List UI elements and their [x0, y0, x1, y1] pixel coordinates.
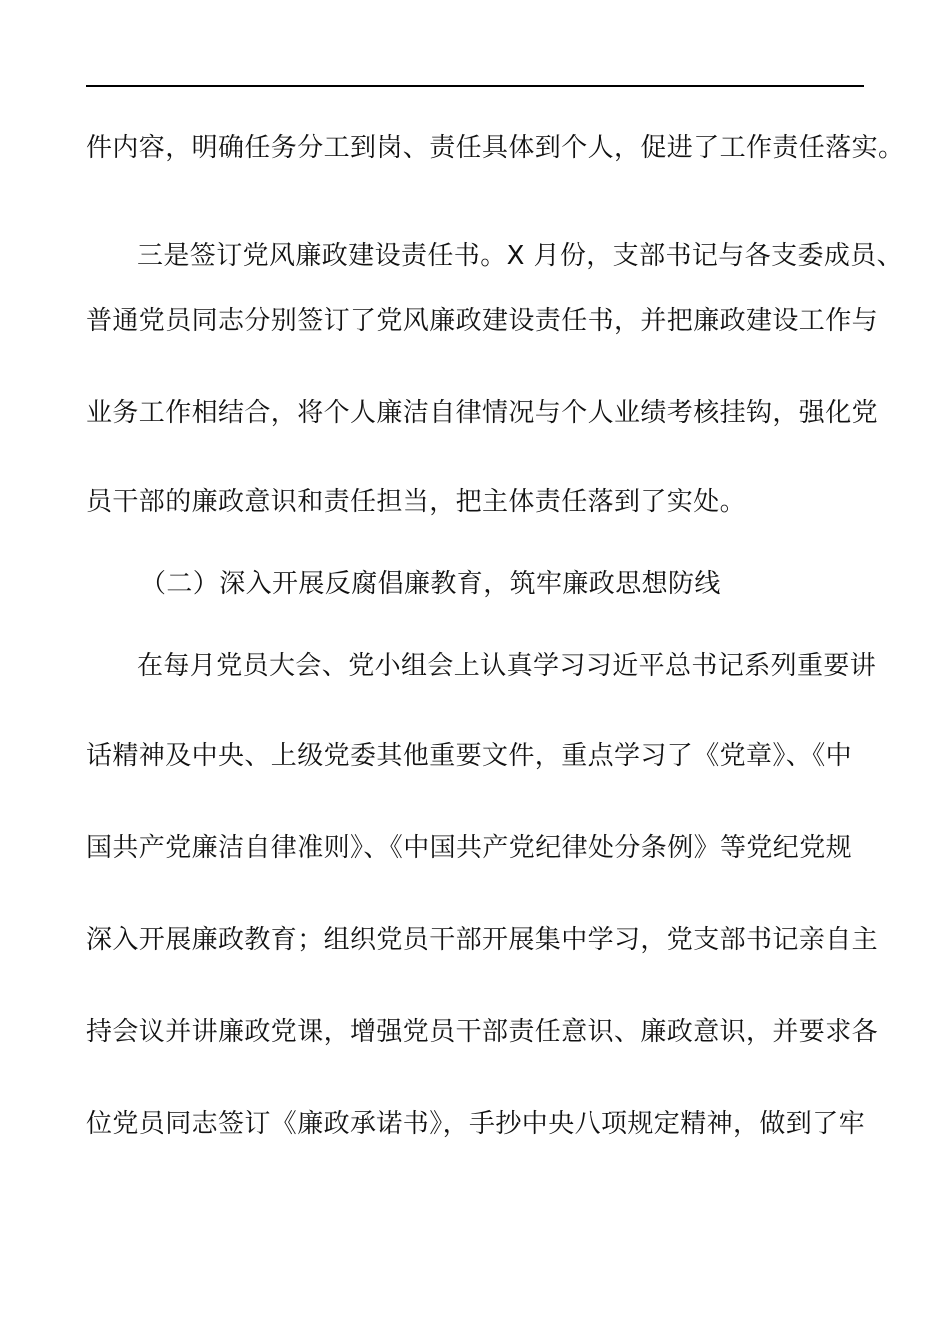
paragraph-4-line-5: 持会议并讲廉政党课，增强党员干部责任意识、廉政意识，并要求各 [86, 1017, 879, 1047]
paragraph-3-line-4: 员干部的廉政意识和责任担当，把主体责任落到了实处。 [86, 487, 747, 517]
paragraph-3-line-3: 业务工作相结合，将个人廉洁自律情况与个人业绩考核挂钩，强化党 [86, 398, 879, 428]
paragraph-4-line-3: 国共产党廉洁自律准则》、《中国共产党纪律处分条例》等党纪党规 [86, 833, 853, 863]
paragraph-3-line-1: 三是签订党风廉政建设责任书。X 月份，支部书记与各支委成员、 [137, 241, 904, 271]
paragraph-4-line-2: 话精神及中央、上级党委其他重要文件，重点学习了《党章》、《中 [86, 741, 853, 771]
paragraph-3-line-2: 普通党员同志分别签订了党风廉政建设责任书，并把廉政建设工作与 [86, 306, 879, 336]
text-line-1: 件内容，明确任务分工到岗、责任具体到个人，促进了工作责任落实。 [86, 133, 905, 163]
header-rule [86, 85, 864, 87]
section-heading: （二）深入开展反腐倡廉教育，筑牢廉政思想防线 [140, 569, 721, 599]
paragraph-4-line-4: 深入开展廉政教育；组织党员干部开展集中学习，党支部书记亲自主 [86, 925, 879, 955]
paragraph-4-line-1: 在每月党员大会、党小组会上认真学习习近平总书记系列重要讲 [137, 651, 877, 681]
paragraph-4-line-6: 位党员同志签订《廉政承诺书》，手抄中央八项规定精神，做到了牢 [86, 1109, 866, 1139]
